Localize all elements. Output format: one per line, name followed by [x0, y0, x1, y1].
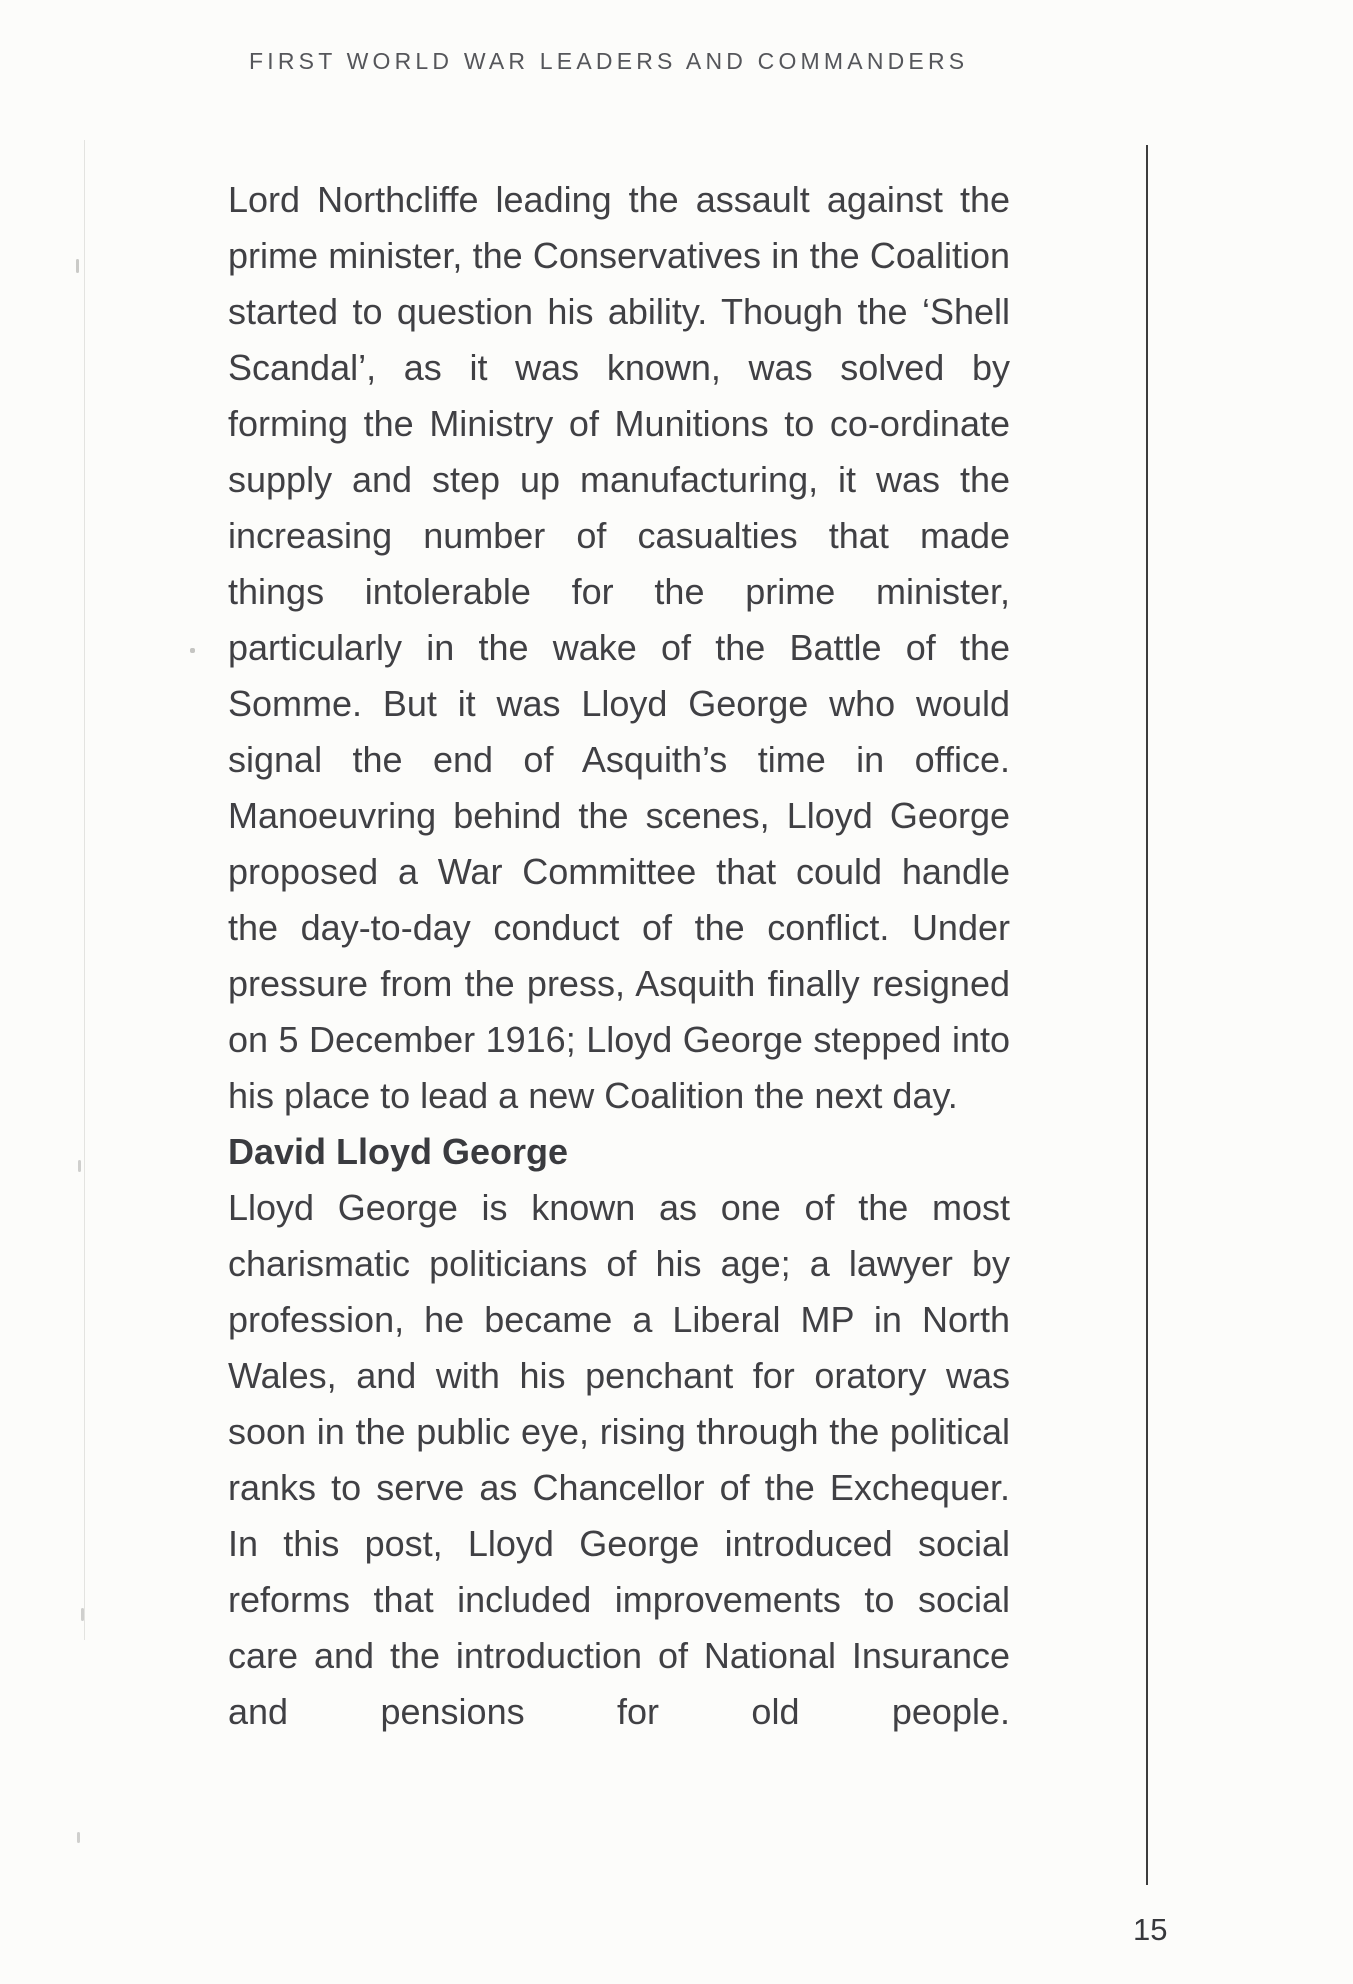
scan-speck [77, 1832, 80, 1843]
page-number: 15 [1133, 1912, 1168, 1947]
scan-speck [190, 648, 195, 653]
section-heading: David Lloyd George [228, 1131, 569, 1172]
scan-speck [76, 259, 79, 273]
scan-speck [81, 1608, 84, 1621]
body-text-column [228, 172, 1010, 1740]
running-header: FIRST WORLD WAR LEADERS AND COMMANDERS [249, 48, 969, 74]
margin-rule [1146, 145, 1148, 1885]
paragraph: Lord Northcliffe leading the assault against the prime minister, the Conservatives in the Coalition started to question his ability. Though the ‘Shell Scandal’, as it was known, was solved by forming the Ministry of Munitions to co-ordinate supply and step up manufacturing, it was the increasing number of casualties that made things intolerable for the prime minister, particularly in the wake of the Battle of the Somme. But it was Lloyd George who would signal the end of Asquith’s time in office. Manoeuvring behind the scenes, Lloyd George proposed a War Committee that could handle the day-to-day conduct of the conflict. Under pressure from the press, Asquith finally resigned on 5 December 1916; Lloyd George stepped into his place to lead a new Coalition the next day. [228, 179, 1010, 1116]
paragraph: Lloyd George is known as one of the most charismatic politicians of his age; a lawyer by profession, he became a Liberal MP in North Wales, and with his penchant for oratory was soon in the public eye, rising through the political ranks to serve as Chancellor of the Exchequer. In this post, Lloyd George introduced social reforms that included improvements to social care and the introduction of National Insurance and pensions for old people. [228, 1187, 1010, 1732]
scan-crease-line [84, 140, 85, 1640]
scan-speck [78, 1160, 81, 1172]
